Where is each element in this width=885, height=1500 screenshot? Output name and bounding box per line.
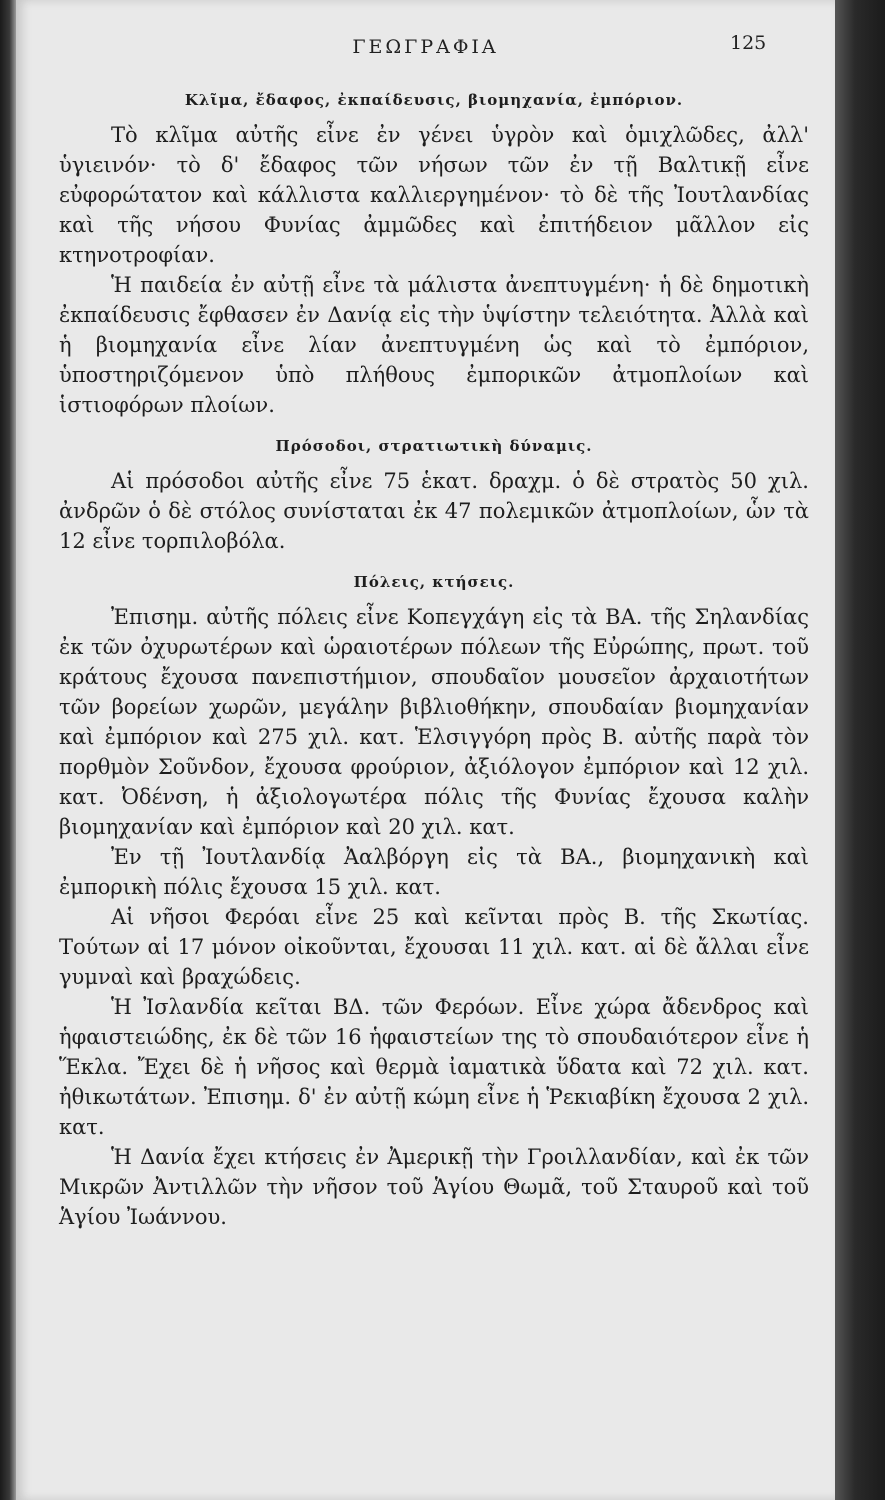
section-heading-revenue: Πρόσοδοι, στρατιωτικὴ δύναμις. — [275, 437, 593, 455]
paragraph-jutland: Ἐν τῇ Ἰουτλανδίᾳ Ἀαλβόργη εἰς τὰ ΒΑ., βιομηχανικὴ καὶ ἐμπορικὴ πόλις ἔχουσα 15 χιλ. κατ. — [59, 845, 809, 899]
running-title: ΓΕΩΓΡΑΦΙΑ — [352, 36, 499, 58]
paragraph-faroe: Αἱ νῆσοι Φερόαι εἶνε 25 καὶ κεῖνται πρὸς Β. τῆς Σκωτίας. Τούτων αἱ 17 μόνον οἰκοῦνται, ἔχουσαι 11 χιλ. κατ. αἱ δὲ ἄλλαι εἶνε γυμναὶ καὶ βραχώδεις. — [59, 905, 809, 989]
paragraph-revenue: Αἱ πρόσοδοι αὐτῆς εἶνε 75 ἑκατ. δραχμ. ὁ δὲ στρατὸς 50 χιλ. ἀνδρῶν ὁ δὲ στόλος συνίσταται ἐκ 47 πολεμικῶν ἀτμοπλοίων, ὧν τὰ 12 εἶνε τορπιλοβόλα. — [59, 469, 809, 553]
paragraph-possessions: Ἡ Δανία ἔχει κτήσεις ἐν Ἀμερικῇ τὴν Γροιλλανδίαν, καὶ ἐκ τῶν Μικρῶν Ἀντιλλῶν τὴν νῆσον τοῦ Ἁγίου Θωμᾶ, τοῦ Σταυροῦ καὶ τοῦ Ἁγίου Ἰωάννου. — [59, 1145, 809, 1229]
section-heading-climate: Κλῖμα, ἔδαφος, ἐκπαίδευσις, βιομηχανία, ἐμπόριον. — [184, 91, 684, 109]
section-heading-cities: Πόλεις, κτήσεις. — [353, 573, 515, 591]
page-number: 125 — [730, 32, 767, 54]
paragraph-education: Ἡ παιδεία ἐν αὐτῇ εἶνε τὰ μάλιστα ἀνεπτυγμένη· ἡ δὲ δημοτικὴ ἐκπαίδευσις ἔφθασεν ἐν Δανίᾳ εἰς τὴν ὑψίστην τελειότητα. Ἀλλὰ καὶ ἡ βιομηχανία εἶνε λίαν ἀνεπτυγμένη ὡς καὶ τὸ ἐμπόριον, ὑποστηριζόμενον ὑπὸ πλήθους ἐμπορικῶν ἀτμοπλοίων καὶ ἱστιοφόρων πλοίων. — [59, 273, 809, 417]
book-page — [16, 0, 835, 1500]
paragraph-cities: Ἐπισημ. αὐτῆς πόλεις εἶνε Κοπεγχάγη εἰς τὰ ΒΑ. τῆς Σηλανδίας ἐκ τῶν ὀχυρωτέρων καὶ ὡραιοτέρων πόλεων τῆς Εὐρώπης, πρωτ. τοῦ κράτους ἔχουσα πανεπιστήμιον, σπουδαῖον μουσεῖον ἀρχαιοτήτων τῶν βορείων χωρῶν, μεγάλην βιβλιοθήκην, σπουδαίαν βιομηχανίαν καὶ ἐμπόριον καὶ 275 χιλ. κατ. Ἑλσιγγόρη πρὸς Β. αὐτῆς παρὰ τὸν πορθμὸν Σοῦνδον, ἔχουσα φρούριον, ἀξιόλογον ἐμπόριον καὶ 12 χιλ. κατ. Ὀδένση, ἡ ἀξιολογωτέρα πόλις τῆς Φυνίας ἔχουσα καλὴν βιομηχανίαν καὶ ἐμπόριον καὶ 20 χιλ. κατ. — [59, 605, 809, 839]
page-edge-shadow — [835, 0, 885, 1500]
paragraph-iceland: Ἡ Ἰσλανδία κεῖται ΒΔ. τῶν Φερόων. Εἶνε χώρα ἄδενδρος καὶ ἡφαιστειώδης, ἐκ δὲ τῶν 16 ἡφαιστείων της τὸ σπουδαιότερον εἶνε ἡ Ἕκλα. Ἔχει δὲ ἡ νῆσος καὶ θερμὰ ἰαματικὰ ὕδατα καὶ 72 χιλ. κατ. ἠθικωτάτων. Ἐπισημ. δ' ἐν αὐτῇ κώμη εἶνε ἡ Ῥεκιαβίκη ἔχουσα 2 χιλ. κατ. — [59, 995, 809, 1139]
paragraph-climate: Τὸ κλῖμα αὐτῆς εἶνε ἐν γένει ὑγρὸν καὶ ὁμιχλῶδες, ἀλλ' ὑγιεινόν· τὸ δ' ἔδαφος τῶν νήσων τῶν ἐν τῇ Βαλτικῇ εἶνε εὐφορώτατον καὶ κάλλιστα καλλιεργημένον· τὸ δὲ τῆς Ἰουτλανδίας καὶ τῆς νήσου Φυνίας ἀμμῶδες καὶ ἐπιτήδειον μᾶλλον εἰς κτηνοτροφίαν. — [59, 123, 809, 267]
page-body — [59, 80, 809, 1232]
book-spine-shadow — [0, 0, 16, 1500]
